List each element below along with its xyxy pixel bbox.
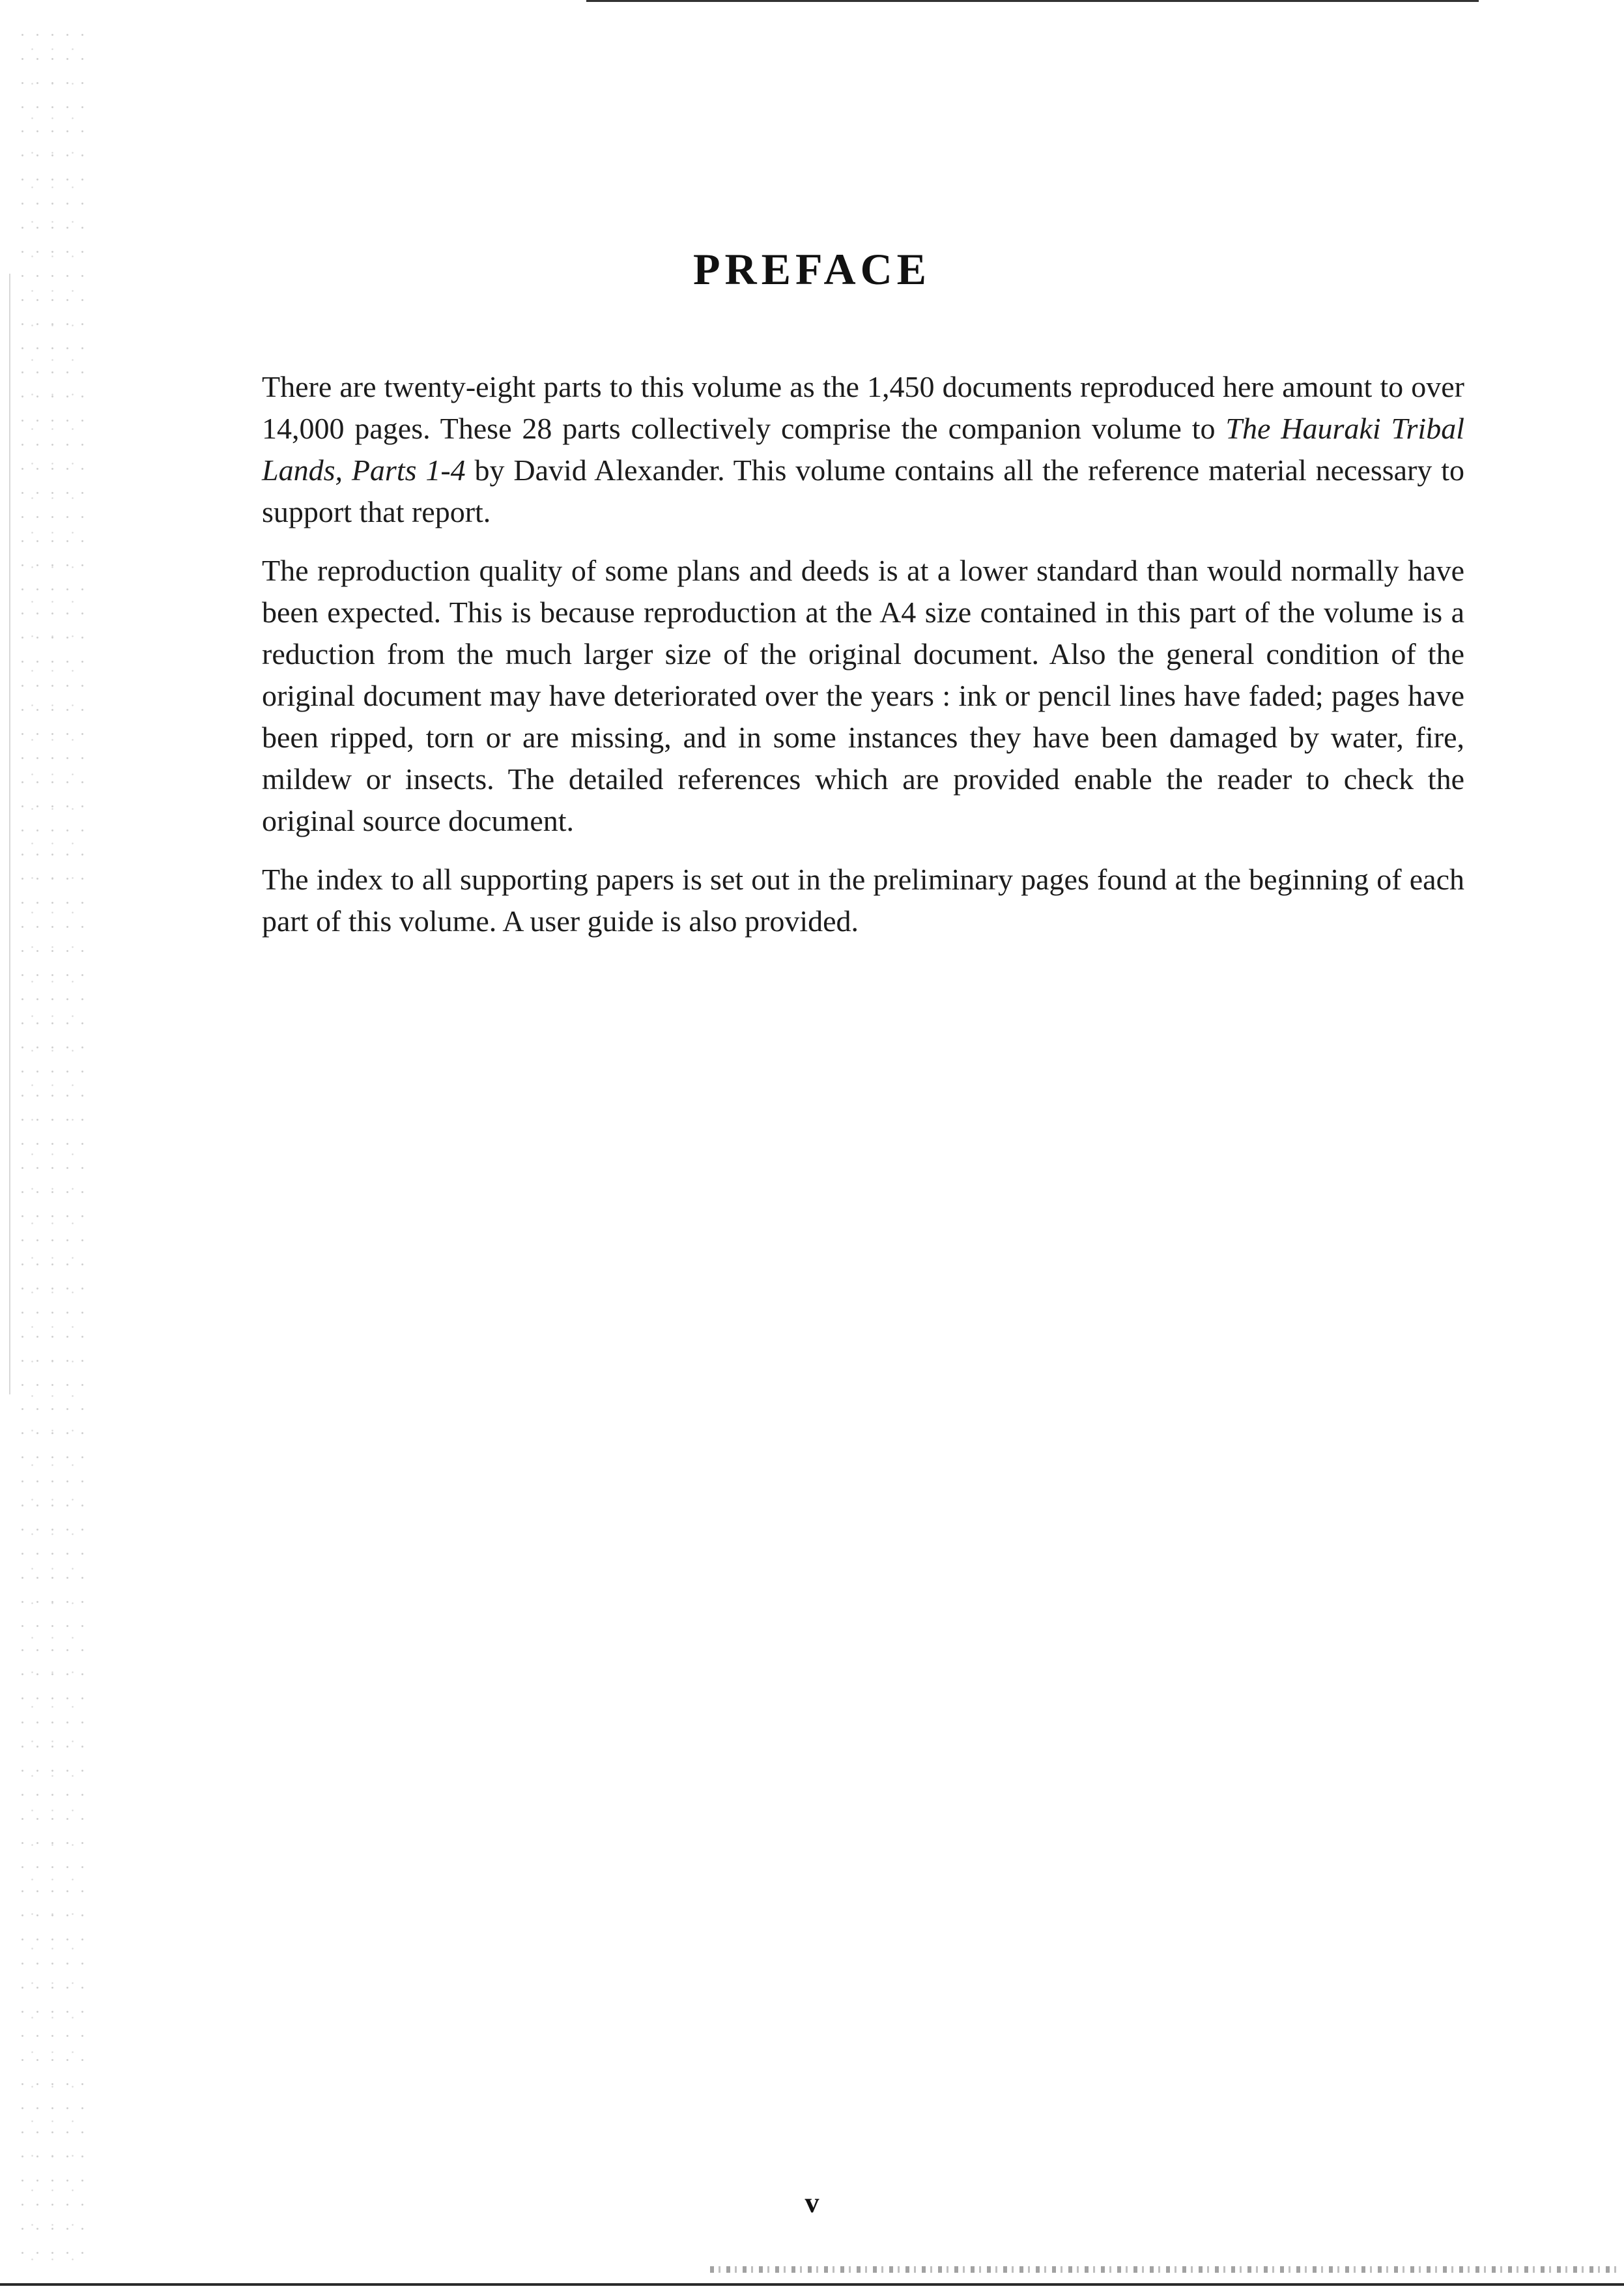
paragraph-1-text-a: There are twenty-eight parts to this volume as the 1,450 documents reproduced here amount to over 14,000 pages. These 28 parts collectively comprise the companion volume to bbox=[262, 370, 1464, 445]
scan-bottom-noise bbox=[710, 2266, 1619, 2273]
paragraph-3-text: The index to all supporting papers is set out in the preliminary pages found at the beginning of each part of this volume. A user guide is also provided. bbox=[262, 863, 1464, 938]
paragraph-1 bbox=[262, 366, 1464, 533]
paragraph-2 bbox=[262, 550, 1464, 842]
paragraph-1-text-b: by David Alexander. This volume contains all the reference material necessary to support that report. bbox=[262, 454, 1465, 528]
book-title-italic: The Hauraki Tribal Lands, Parts 1-4 bbox=[262, 412, 1464, 487]
page-title: PREFACE bbox=[692, 244, 932, 294]
preface-body bbox=[262, 366, 1464, 959]
scan-bottom-edge bbox=[0, 2283, 1624, 2286]
page-number: v bbox=[805, 2187, 819, 2219]
scan-speckle-margin bbox=[13, 20, 91, 2261]
paragraph-2-text: The reproduction quality of some plans and deeds is at a lower standard than would normally have been expected. This is because reproduction at the A4 size contained in this part of the volume is a reduction from the much larger size of the original document. Also the general condition of the original document may have deteriorated over the years : ink or pencil lines have faded; pages have been ripped, torn or are missing, and in some instances they have been damaged by water, fire, mildew or insects. The detailed references which are provided enable the reader to check the original source document. bbox=[262, 554, 1464, 837]
paragraph-3 bbox=[262, 859, 1464, 942]
scan-top-edge bbox=[586, 0, 1479, 2]
scan-left-edge-line bbox=[9, 274, 10, 1394]
